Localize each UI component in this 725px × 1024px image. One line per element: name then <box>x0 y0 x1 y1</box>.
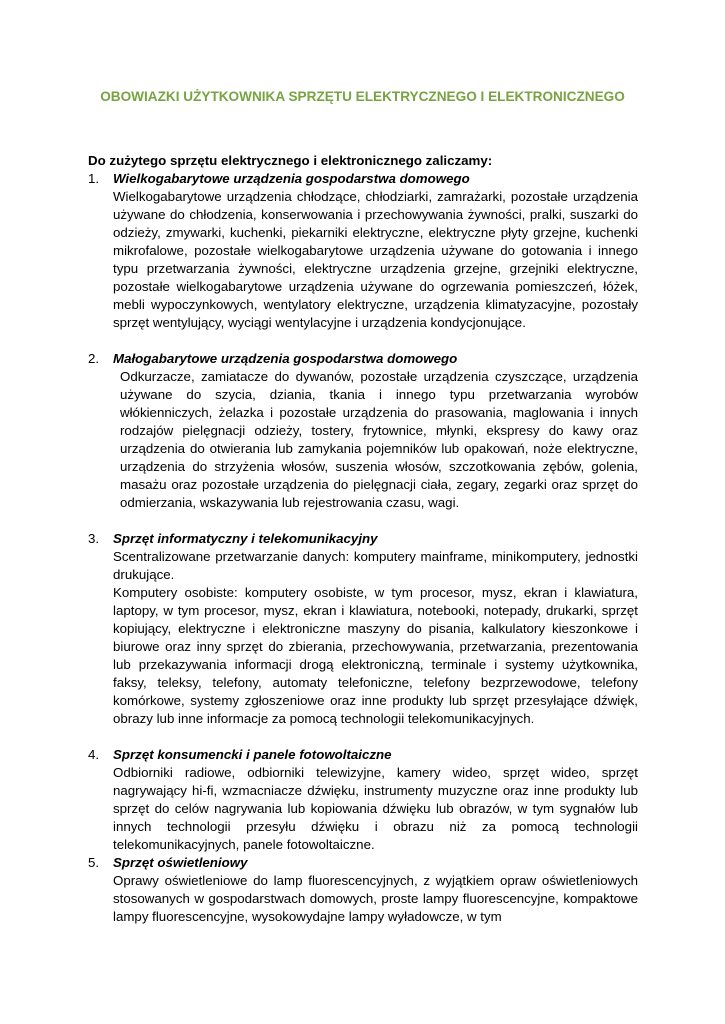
item-paragraph: Odkurzacze, zamiatacze do dywanów, pozostałe urządzenia czyszczące, urządzenia używane do szycia, dziania, tkania i innego typu przetwarzania wyrobów włókienniczych, żelazka i pozostałe urządzenia do prasowania, maglowania i innych rodzajów pielęgnacji odzieży, tostery, frytownice, młynki, ekspresy do kawy oraz urządzenia do otwierania lub zamykania pojemników lub opakowań, noże elektryczne, urządzenia do strzyżenia włosów, suszenia włosów, szczotkowania zębów, golenia, masażu oraz pozostałe urządzenia do pielęgnacji ciała, zegary, zegarki oraz sprzęt do odmierzania, wskazywania lub rejestrowania czasu, wagi. <box>120 369 638 510</box>
item-heading: Sprzęt informatyczny i telekomunikacyjny <box>113 531 378 546</box>
list-item-2 <box>88 350 638 512</box>
item-paragraph: Odbiorniki radiowe, odbiorniki telewizyjne, kamery wideo, sprzęt wideo, sprzęt nagrywający hi-fi, wzmacniacze dźwięku, instrumenty muzyczne oraz inne produkty lub sprzęt do celów nagrywania lub kopiowania dźwięku lub obrazów, w tym sygnałów lub innych technologii przesyłu dźwięku i obrazu niż za pomocą technologii telekomunikacyjnych, panele fotowoltaiczne. <box>113 765 638 852</box>
item-heading: Małogabarytowe urządzenia gospodarstwa domowego <box>113 351 458 366</box>
list-item-1 <box>88 170 638 332</box>
item-number: 4. <box>88 747 100 762</box>
item-heading: Sprzęt konsumencki i panele fotowoltaiczne <box>113 747 392 762</box>
spacer <box>88 512 638 530</box>
document-body <box>88 152 638 926</box>
item-paragraph: Wielkogabarytowe urządzenia chłodzące, chłodziarki, zamrażarki, pozostałe urządzenia używane do chłodzenia, konserwowania i przechowywania żywności, pralki, suszarki do odzieży, zmywarki, kuchenki, piekarniki elektryczne, elektryczne płyty grzejne, kuchenki mikrofalowe, pozostałe wielkogabarytowe urządzenia używane do gotowania i innego typu przetwarzania żywności, elektryczne urządzenia grzejne, grzejniki elektryczne, pozostałe wielkogabarytowe urządzenia używane do ogrzewania pomieszczeń, łóżek, mebli wypoczynkowych, wentylatory elektryczne, urządzenia klimatyzacyjne, pozostały sprzęt wentylujący, wyciągi wentylacyjne i urządzenia kondycjonujące. <box>113 189 638 330</box>
document-title: OBOWIAZKI UŻYTKOWNIKA SPRZĘTU ELEKTRYCZNEGO I ELEKTRONICZNEGO <box>100 89 625 104</box>
item-heading: Wielkogabarytowe urządzenia gospodarstwa domowego <box>113 171 470 186</box>
item-number: 2. <box>88 351 100 366</box>
spacer <box>88 332 638 350</box>
item-paragraph: Komputery osobiste: komputery osobiste, w tym procesor, mysz, ekran i klawiatura, laptopy, w tym procesor, mysz, ekran i klawiatura, notebooki, notepady, drukarki, sprzęt kopiujący, elektryczne i elektroniczne maszyny do pisania, kalkulatory kieszonkowe i biurowe oraz inny sprzęt do zbierania, przechowywania, przetwarzania, prezentowania lub przekazywania informacji drogą elektroniczną, terminale i systemy użytkownika, faksy, teleksy, telefony, automaty telefoniczne, telefony bezprzewodowe, telefony komórkowe, systemy zgłoszeniowe oraz inne produkty lub sprzęt przesyłające dźwięk, obrazy lub inne informacje za pomocą technologii telekomunikacyjnych. <box>113 585 638 726</box>
list-item-4 <box>88 746 638 854</box>
list-item-5 <box>88 854 638 926</box>
item-number: 1. <box>88 171 100 186</box>
item-paragraph: Scentralizowane przetwarzanie danych: komputery mainframe, minikomputery, jednostki drukujące. <box>113 549 638 582</box>
intro-text: Do zużytego sprzętu elektrycznego i elektronicznego zaliczamy: <box>88 153 493 168</box>
list-item-3 <box>88 530 638 728</box>
item-heading: Sprzęt oświetleniowy <box>113 855 248 870</box>
item-number: 5. <box>88 855 100 870</box>
item-number: 3. <box>88 531 100 546</box>
item-paragraph: Oprawy oświetleniowe do lamp fluorescencyjnych, z wyjątkiem opraw oświetleniowych stosowanych w gospodarstwach domowych, proste lampy fluorescencyjne, kompaktowe lampy fluorescencyjne, wysokowydajne lampy wyładowcze, w tym <box>113 873 638 924</box>
spacer <box>88 728 638 746</box>
